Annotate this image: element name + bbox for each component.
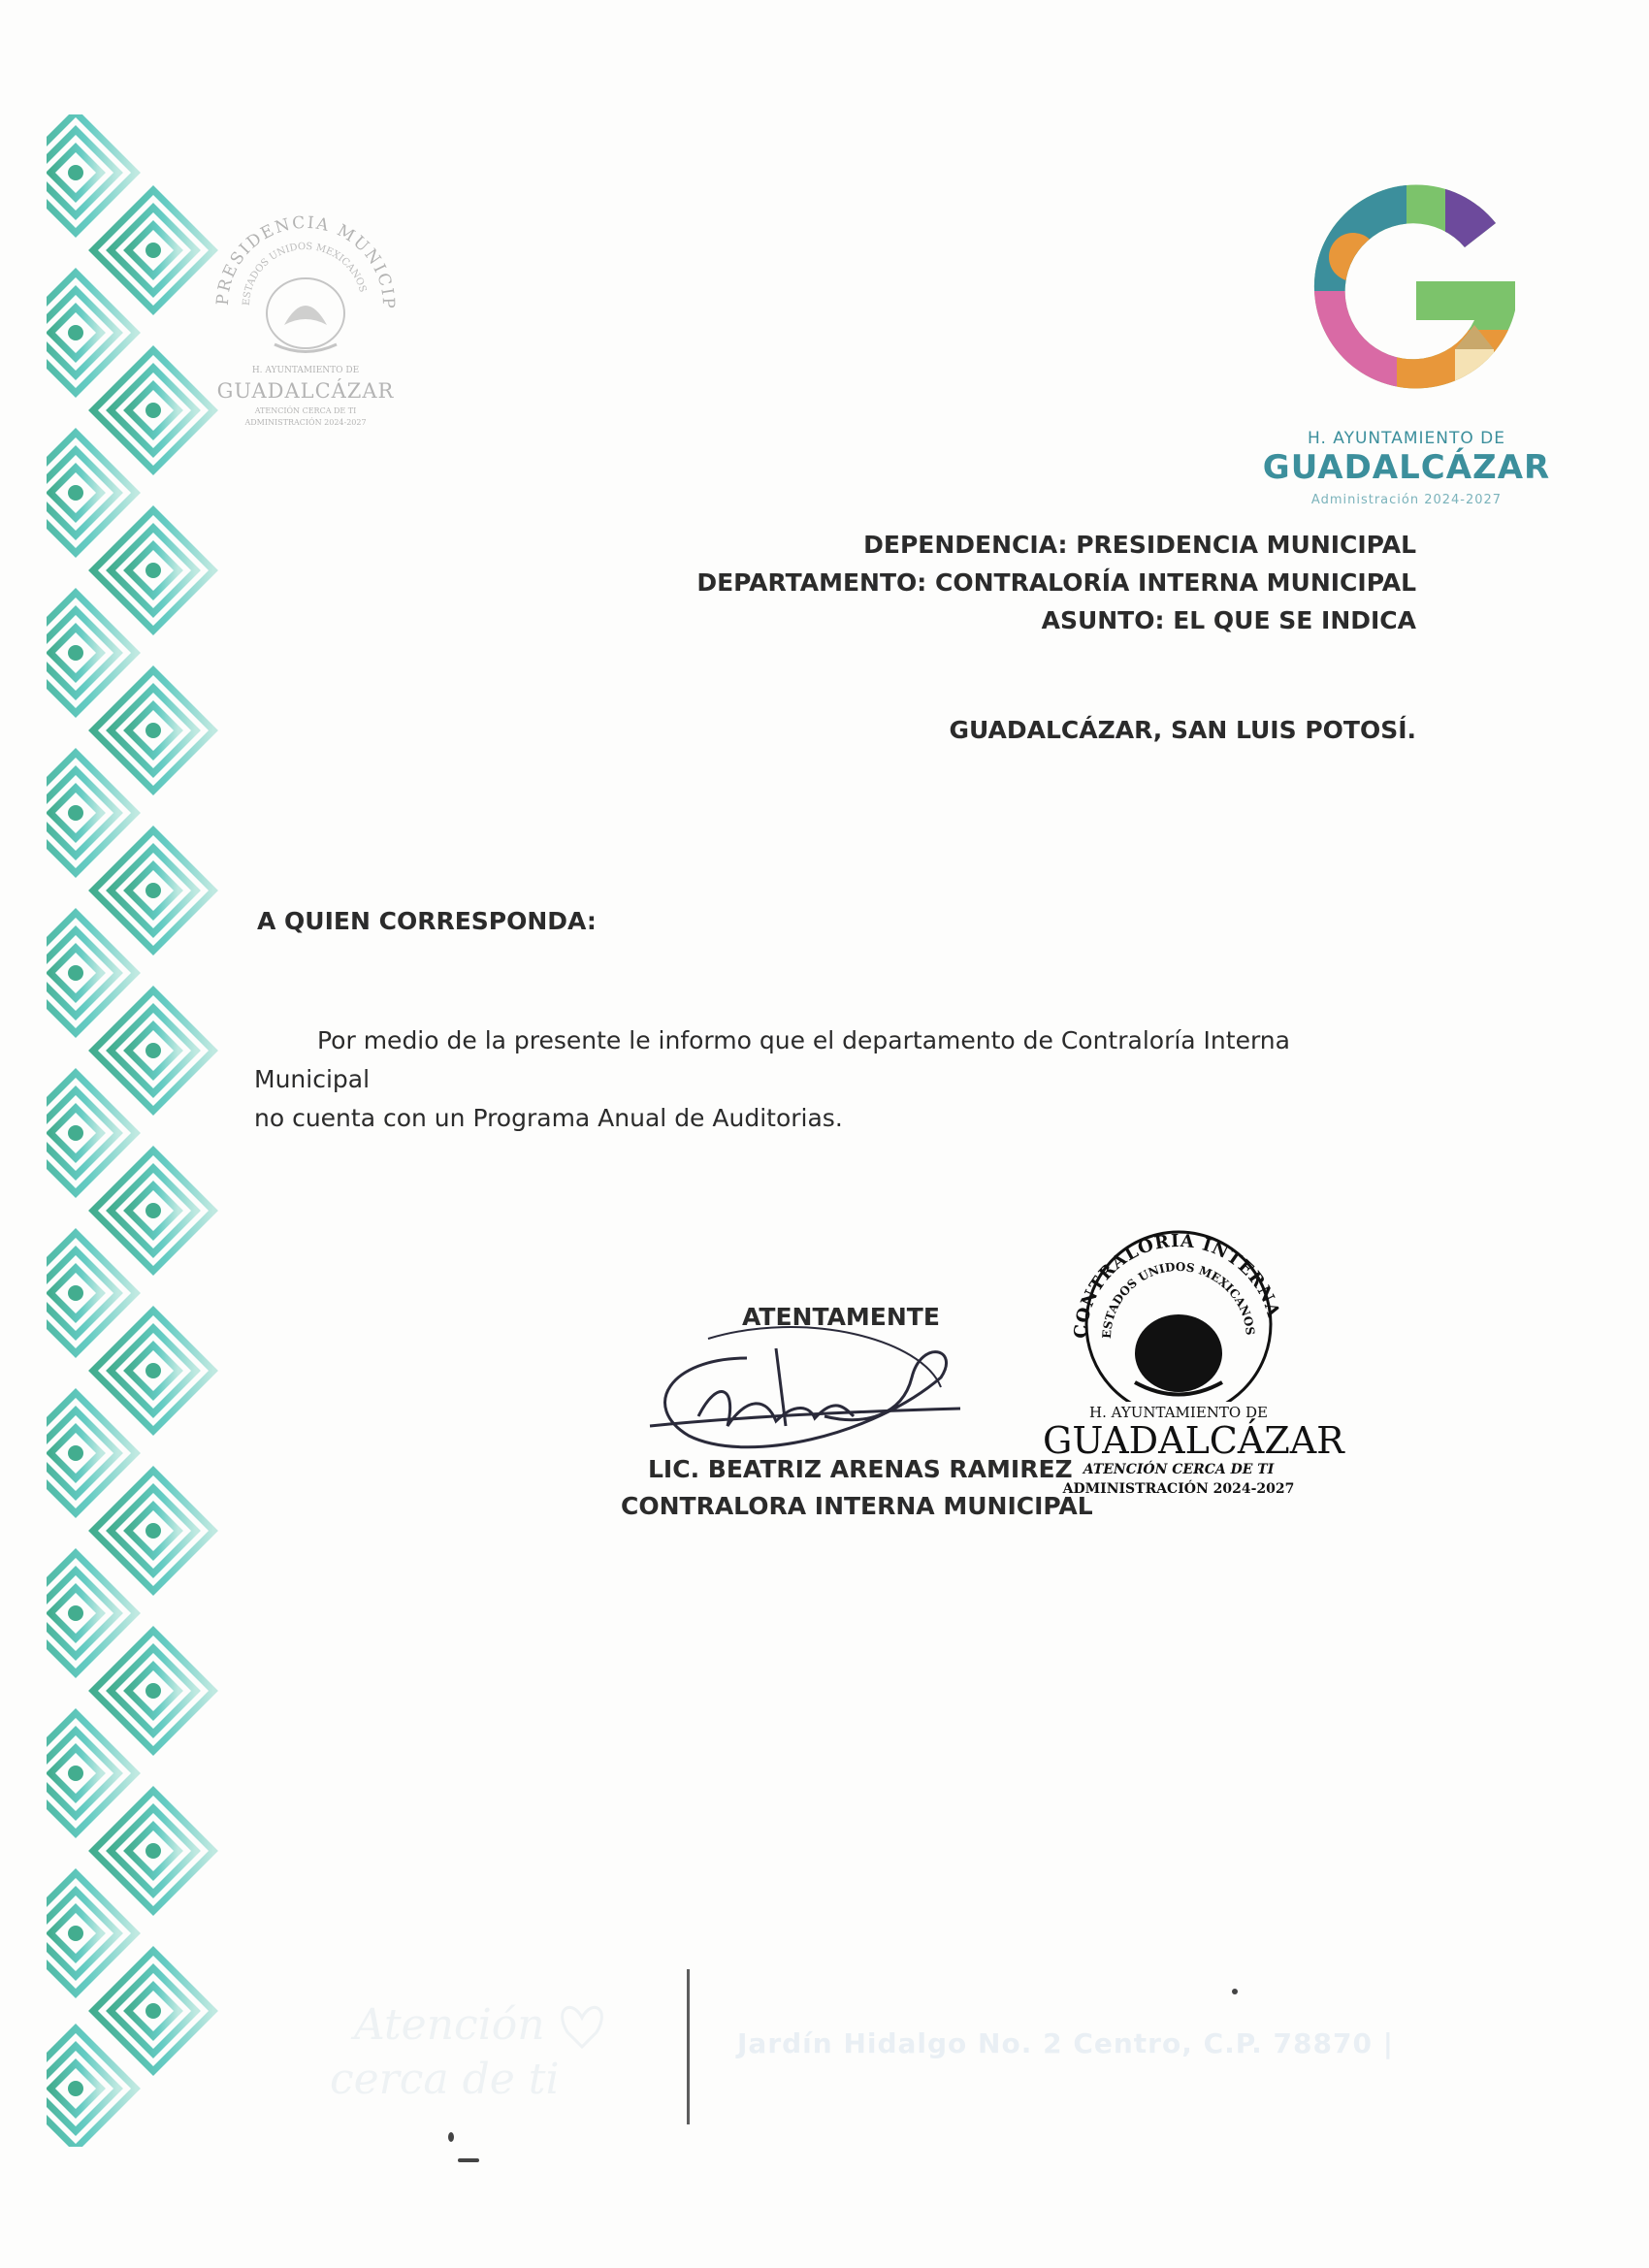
stamp-line3: ATENCIÓN CERCA DE TI <box>1083 1462 1275 1477</box>
seal-line1: H. AYUNTAMIENTO DE <box>251 366 360 375</box>
svg-text:ESTADOS UNIDOS MEXICANOS <box>242 242 368 306</box>
ayuntamiento-logo <box>1261 165 1552 507</box>
seal-line4: ADMINISTRACIÓN 2024-2027 <box>244 418 367 427</box>
stamp-line4: ADMINISTRACIÓN 2024-2027 <box>1062 1481 1295 1497</box>
closing-atentamente: ATENTAMENTE <box>742 1303 940 1331</box>
body-line-2: no cuenta con un Programa Anual de Auditorias. <box>254 1104 843 1132</box>
g-logo-icon <box>1261 165 1552 427</box>
heart-icon <box>563 2007 602 2047</box>
body-paragraph <box>254 1021 1399 1138</box>
presidencia-seal <box>199 199 412 451</box>
footer-address: Jardín Hidalgo No. 2 Centro, C.P. 78870 | <box>737 2027 1394 2059</box>
signer-title: CONTRALORA INTERNA MUNICIPAL <box>621 1492 1093 1520</box>
scan-speck <box>448 2132 454 2142</box>
eagle-seal-icon <box>199 199 412 364</box>
seal-arc-text: PRESIDENCIA MUNICIP <box>212 212 399 309</box>
stamp-eagle-icon <box>1043 1217 1314 1402</box>
header-block <box>696 526 1416 639</box>
stamp-line2: GUADALCÁZAR <box>1043 1419 1344 1462</box>
salutation: A QUIEN CORRESPONDA: <box>257 907 597 935</box>
footer-script-line1: Atención <box>354 2000 545 2050</box>
seal-line3: ATENCIÓN CERCA DE TI <box>254 406 357 415</box>
handwritten-signature <box>630 1319 980 1465</box>
footer-divider <box>687 1969 690 2124</box>
contraloria-stamp <box>1043 1217 1344 1508</box>
footer-script-line2: cerca de ti <box>330 2055 560 2104</box>
seal-inner-arc-text: ESTADOS UNIDOS MEXICANOS <box>241 241 369 307</box>
scan-speck <box>1232 1989 1238 1994</box>
header-asunto: ASUNTO: EL QUE SE INDICA <box>1041 606 1416 634</box>
footer-slogan <box>325 1989 635 2105</box>
scan-speck <box>458 2158 479 2162</box>
logo-small-text: H. AYUNTAMIENTO DE <box>1308 429 1505 448</box>
body-line-1: Por medio de la presente le informo que el departamento de Contraloría Interna Municipal <box>254 1026 1290 1093</box>
logo-admin-text: Administración 2024-2027 <box>1310 493 1503 507</box>
header-departamento: DEPARTAMENTO: CONTRALORÍA INTERNA MUNICIPAL <box>696 568 1416 597</box>
stamp-arc-outer: CONTRALORIA INTERNA <box>1070 1230 1284 1340</box>
stamp-arc-inner: ESTADOS UNIDOS MEXICANOS <box>1099 1259 1257 1340</box>
stamp-line1: H. AYUNTAMIENTO DE <box>1089 1404 1268 1421</box>
header-dependencia: DEPENDENCIA: PRESIDENCIA MUNICIPAL <box>863 531 1416 559</box>
signer-name: LIC. BEATRIZ ARENAS RAMIREZ <box>648 1455 1073 1483</box>
city-line: GUADALCÁZAR, SAN LUIS POTOSÍ. <box>949 716 1416 744</box>
seal-line2: GUADALCÁZAR <box>216 379 395 403</box>
svg-text:PRESIDENCIA MUNICIPAL <box>199 199 398 309</box>
logo-big-text: GUADALCÁZAR <box>1262 448 1551 487</box>
